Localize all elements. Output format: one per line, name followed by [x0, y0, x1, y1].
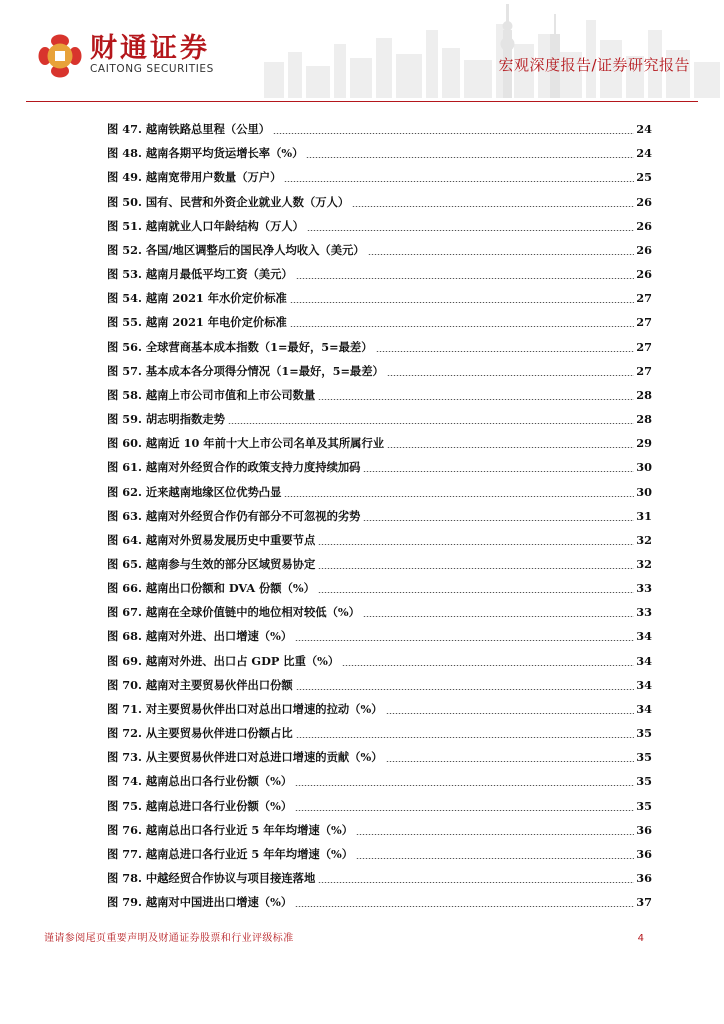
- toc-entry[interactable]: [107, 234, 652, 258]
- toc-dot-leader: [296, 689, 635, 690]
- toc-entry[interactable]: [107, 306, 652, 330]
- toc-entry[interactable]: [107, 765, 652, 789]
- toc-entry[interactable]: [107, 355, 652, 379]
- toc-entry-page: 25: [636, 170, 652, 185]
- toc-dot-leader: [307, 230, 634, 231]
- toc-dot-leader: [368, 254, 635, 255]
- toc-entry-page: 30: [636, 484, 652, 499]
- toc-dot-leader: [284, 181, 634, 182]
- toc-dot-leader: [386, 761, 635, 762]
- toc-entry-page: 36: [636, 871, 652, 885]
- toc-entry[interactable]: [107, 644, 652, 668]
- toc-entry-label: 图 50. 国有、民营和外资企业就业人数（万人）: [107, 194, 350, 209]
- figure-table-of-contents: [107, 113, 652, 910]
- toc-entry-label: 图 71. 对主要贸易伙伴出口对总出口增速的拉动（%）: [107, 701, 383, 716]
- caitong-coin-logo-icon: [38, 34, 82, 78]
- toc-entry[interactable]: [107, 886, 652, 910]
- toc-dot-leader: [295, 785, 634, 786]
- toc-dot-leader: [295, 906, 634, 907]
- toc-dot-leader: [306, 157, 634, 158]
- toc-entry-page: 30: [636, 460, 652, 475]
- toc-dot-leader: [296, 278, 635, 279]
- footer-disclaimer: 谨请参阅尾页重要声明及财通证券股票和行业评级标准: [44, 933, 294, 944]
- brand-name-en: CAITONG SECURITIES: [90, 63, 214, 75]
- toc-entry-page: 32: [636, 556, 652, 571]
- toc-entry-label: 图 73. 从主要贸易伙伴进口对总进口增速的贡献（%）: [107, 750, 383, 765]
- toc-entry[interactable]: [107, 475, 652, 499]
- toc-entry-page: 34: [636, 677, 652, 692]
- toc-entry[interactable]: [107, 741, 652, 765]
- toc-entry[interactable]: [107, 596, 652, 620]
- toc-entry-page: 27: [636, 291, 652, 306]
- toc-entry-label: 图 76. 越南总出口各行业近 5 年年均增速（%）: [107, 822, 354, 837]
- toc-dot-leader: [352, 206, 634, 207]
- toc-entry-page: 37: [636, 895, 652, 910]
- toc-dot-leader: [295, 810, 634, 811]
- toc-entry[interactable]: [107, 403, 652, 427]
- brand-name-cn: 财通证券: [90, 33, 210, 64]
- toc-entry[interactable]: [107, 500, 652, 524]
- toc-entry-label: 图 64. 越南对外贸易发展历史中重要节点: [107, 532, 316, 547]
- toc-entry[interactable]: [107, 838, 652, 862]
- toc-entry[interactable]: [107, 210, 652, 234]
- toc-entry-label: 图 47. 越南铁路总里程（公里）: [107, 122, 271, 137]
- toc-entry-page: 32: [636, 532, 652, 547]
- report-type-label: 宏观深度报告/证券研究报告: [498, 56, 690, 74]
- toc-entry-label: 图 62. 近来越南地缘区位优势凸显: [107, 484, 282, 499]
- toc-dot-leader: [318, 568, 634, 569]
- toc-entry-page: 26: [636, 194, 652, 209]
- toc-entry-label: 图 53. 越南月最低平均工资（美元）: [107, 267, 293, 282]
- toc-entry[interactable]: [107, 524, 652, 548]
- toc-dot-leader: [342, 665, 634, 666]
- toc-entry-page: 36: [636, 822, 652, 837]
- toc-entry-label: 图 77. 越南总进口各行业近 5 年年均增速（%）: [107, 846, 354, 861]
- toc-entry-page: 27: [636, 339, 652, 354]
- toc-entry-page: 33: [636, 581, 652, 596]
- toc-entry[interactable]: [107, 548, 652, 572]
- toc-entry-page: 35: [636, 750, 652, 765]
- toc-entry-label: 图 68. 越南对外进、出口增速（%）: [107, 629, 293, 644]
- toc-entry[interactable]: [107, 814, 652, 838]
- toc-entry-page: 24: [636, 122, 652, 137]
- toc-entry-label: 图 58. 越南上市公司市值和上市公司数量: [107, 387, 316, 402]
- toc-entry-label: 图 51. 越南就业人口年龄结构（万人）: [107, 218, 304, 233]
- toc-entry-label: 图 61. 越南对外经贸合作的政策支持力度持续加码: [107, 460, 361, 475]
- toc-entry-page: 34: [636, 701, 652, 716]
- toc-entry-page: 28: [636, 387, 652, 402]
- toc-entry-label: 图 67. 越南在全球价值链中的地位相对较低（%）: [107, 605, 360, 620]
- toc-entry-label: 图 65. 越南参与生效的部分区域贸易协定: [107, 556, 316, 571]
- toc-entry[interactable]: [107, 137, 652, 161]
- toc-entry-label: 图 78. 中越经贸合作协议与项目接连落地: [107, 871, 316, 885]
- toc-entry-page: 27: [636, 315, 652, 330]
- toc-entry-page: 31: [636, 508, 652, 523]
- toc-dot-leader: [290, 302, 634, 303]
- toc-entry-page: 24: [636, 146, 652, 161]
- toc-entry-page: 33: [636, 605, 652, 620]
- toc-entry-page: 36: [636, 846, 652, 861]
- toc-entry-page: 28: [636, 412, 652, 427]
- page-header: [0, 0, 724, 104]
- toc-entry[interactable]: [107, 789, 652, 813]
- toc-dot-leader: [318, 592, 634, 593]
- toc-entry-label: 图 55. 越南 2021 年电价定价标准: [107, 315, 287, 330]
- toc-entry[interactable]: [107, 620, 652, 644]
- toc-entry-label: 图 52. 各国/地区调整后的国民净人均收入（美元）: [107, 242, 365, 257]
- toc-dot-leader: [363, 616, 634, 617]
- toc-dot-leader: [290, 326, 634, 327]
- toc-entry[interactable]: [107, 693, 652, 717]
- toc-dot-leader: [376, 351, 635, 352]
- toc-dot-leader: [318, 544, 634, 545]
- toc-entry[interactable]: [107, 717, 652, 741]
- toc-entry-page: 34: [636, 653, 652, 668]
- toc-entry-label: 图 54. 越南 2021 年水价定价标准: [107, 291, 287, 306]
- toc-entry[interactable]: [107, 113, 652, 137]
- toc-entry-label: 图 79. 越南对中国进出口增速（%）: [107, 895, 293, 910]
- toc-entry-page: 26: [636, 242, 652, 257]
- toc-entry-label: 图 63. 越南对外经贸合作仍有部分不可忽视的劣势: [107, 508, 361, 523]
- toc-entry-label: 图 60. 越南近 10 年前十大上市公司名单及其所属行业: [107, 436, 385, 451]
- toc-dot-leader: [318, 399, 634, 400]
- toc-dot-leader: [284, 496, 634, 497]
- toc-entry-label: 图 72. 从主要贸易伙伴进口份额占比: [107, 726, 293, 741]
- toc-entry[interactable]: [107, 427, 652, 451]
- toc-entry-page: 26: [636, 267, 652, 282]
- toc-entry-label: 图 48. 越南各期平均货运增长率（%）: [107, 146, 304, 161]
- toc-entry[interactable]: [107, 572, 652, 596]
- toc-dot-leader: [356, 858, 634, 859]
- toc-dot-leader: [356, 834, 634, 835]
- toc-entry-page: 35: [636, 774, 652, 789]
- toc-dot-leader: [228, 423, 634, 424]
- toc-entry[interactable]: [107, 161, 652, 185]
- toc-dot-leader: [273, 133, 634, 134]
- toc-entry[interactable]: [107, 330, 652, 354]
- toc-entry[interactable]: [107, 185, 652, 209]
- toc-entry-page: 35: [636, 726, 652, 741]
- toc-entry[interactable]: [107, 379, 652, 403]
- toc-entry[interactable]: [107, 258, 652, 282]
- toc-dot-leader: [363, 520, 634, 521]
- toc-entry[interactable]: [107, 451, 652, 475]
- toc-entry-label: 图 75. 越南总进口各行业份额（%）: [107, 798, 293, 813]
- toc-entry-label: 图 66. 越南出口份额和 DVA 份额（%）: [107, 581, 315, 596]
- toc-dot-leader: [296, 737, 635, 738]
- toc-dot-leader: [387, 447, 634, 448]
- page-number: 4: [637, 933, 644, 944]
- toc-entry[interactable]: [107, 862, 652, 886]
- toc-entry-label: 图 49. 越南宽带用户数量（万户）: [107, 170, 282, 185]
- toc-dot-leader: [386, 713, 635, 714]
- toc-entry-page: 34: [636, 629, 652, 644]
- toc-entry[interactable]: [107, 282, 652, 306]
- toc-dot-leader: [387, 375, 634, 376]
- toc-entry-label: 图 59. 胡志明指数走势: [107, 412, 225, 427]
- toc-entry-label: 图 57. 基本成本各分项得分情况（1=最好，5=最差）: [107, 363, 384, 378]
- toc-dot-leader: [363, 471, 634, 472]
- toc-dot-leader: [318, 882, 634, 883]
- toc-entry-label: 图 74. 越南总出口各行业份额（%）: [107, 774, 293, 789]
- toc-entry-label: 图 70. 越南对主要贸易伙伴出口份额: [107, 677, 293, 692]
- toc-entry-page: 26: [636, 218, 652, 233]
- header-divider: [26, 101, 698, 102]
- toc-entry-page: 35: [636, 798, 652, 813]
- toc-entry-label: 图 56. 全球营商基本成本指数（1=最好，5=最差）: [107, 339, 373, 354]
- toc-entry-page: 29: [636, 436, 652, 451]
- toc-entry-page: 27: [636, 363, 652, 378]
- toc-entry[interactable]: [107, 669, 652, 693]
- toc-entry-label: 图 69. 越南对外进、出口占 GDP 比重（%）: [107, 653, 340, 668]
- city-skyline-watermark: [254, 0, 724, 98]
- toc-dot-leader: [295, 640, 634, 641]
